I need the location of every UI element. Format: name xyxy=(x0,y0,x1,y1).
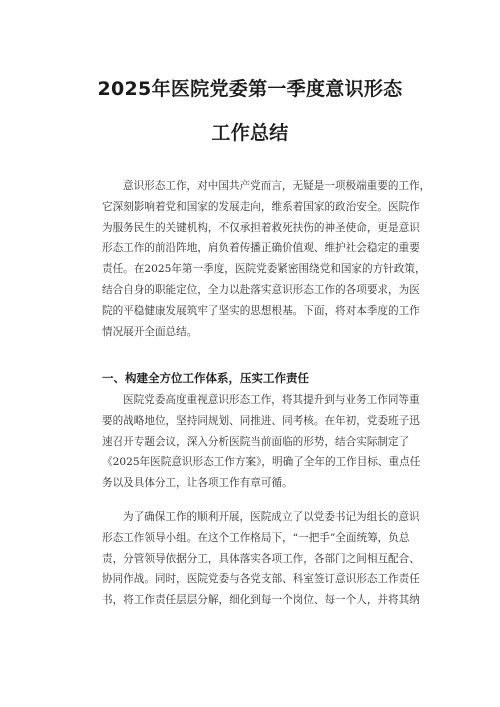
section1-paragraph-1 xyxy=(102,390,438,494)
s1p1-line-2: 要的战略地位，坚持同规划、同推进、同考核。在年初，党委班子迅 xyxy=(102,414,420,427)
intro-line-4: 形态工作的前沿阵地，肩负着传播正确价值观、维护社会稳定的重要 xyxy=(102,242,420,255)
s1p2-line-1: 为了确保工作的顺利开展，医院成立了以党委书记为组长的意识 xyxy=(123,511,420,523)
intro-line-7: 院的平稳健康发展筑牢了坚实的思想根基。下面，将对本季度的工作 xyxy=(102,304,420,317)
s1p1-line-1: 医院党委高度重视意识形态工作，将其提升到与业务工作同等重 xyxy=(123,394,420,406)
intro-line-1: 意识形态工作，对中国共产党而言，无疑是一项极端重要的工作， xyxy=(123,180,431,192)
intro-line-6: 结合自身的职能定位，全力以赴落实意识形态工作的各项要求，为医 xyxy=(102,283,420,296)
intro-paragraph xyxy=(102,176,438,342)
intro-line-5: 责任。在2025年第一季度，医院党委紧密围绕党和国家的方针政策， xyxy=(102,263,426,276)
document-title-line2: 工作总结 xyxy=(211,122,289,144)
s1p1-line-4: 《2025年医院意识形态工作方案》，明确了全年的工作目标、重点任 xyxy=(102,456,421,469)
intro-line-3: 为服务民生的关键机构，不仅承担着救死扶伤的神圣使命，更是意识 xyxy=(102,221,420,234)
s1p2-line-4: 协同作战。同时，医院党委与各党支部、科室签订意识形态工作责任 xyxy=(102,573,420,586)
intro-line-2: 它深刻影响着党和国家的发展走向，维系着国家的政治安全。医院作 xyxy=(102,200,420,213)
s1p2-line-5: 书，将工作责任层层分解，细化到每一个岗位、每一个人，并将其纳 xyxy=(102,594,420,607)
intro-line-8: 情况展开全面总结。 xyxy=(102,325,198,338)
s1p2-line-2: 形态工作领导小组。在这个工作格局下，“一把手”全面统筹，负总 xyxy=(102,531,410,544)
s1p1-line-3: 速召开专题会议，深入分析医院当前面临的形势，结合实际制定了 xyxy=(102,435,410,448)
section1-heading: 一、构建全方位工作体系，压实工作责任 xyxy=(102,371,309,385)
document-title-line1: 2025年医院党委第一季度意识形态 xyxy=(97,78,403,100)
section1-paragraph-2 xyxy=(102,507,438,611)
s1p2-line-3: 责，分管领导依据分工，具体落实各项工作，各部门之间相互配合、 xyxy=(102,552,420,565)
s1p1-line-5: 务以及具体分工，让各项工作有章可循。 xyxy=(102,477,293,490)
